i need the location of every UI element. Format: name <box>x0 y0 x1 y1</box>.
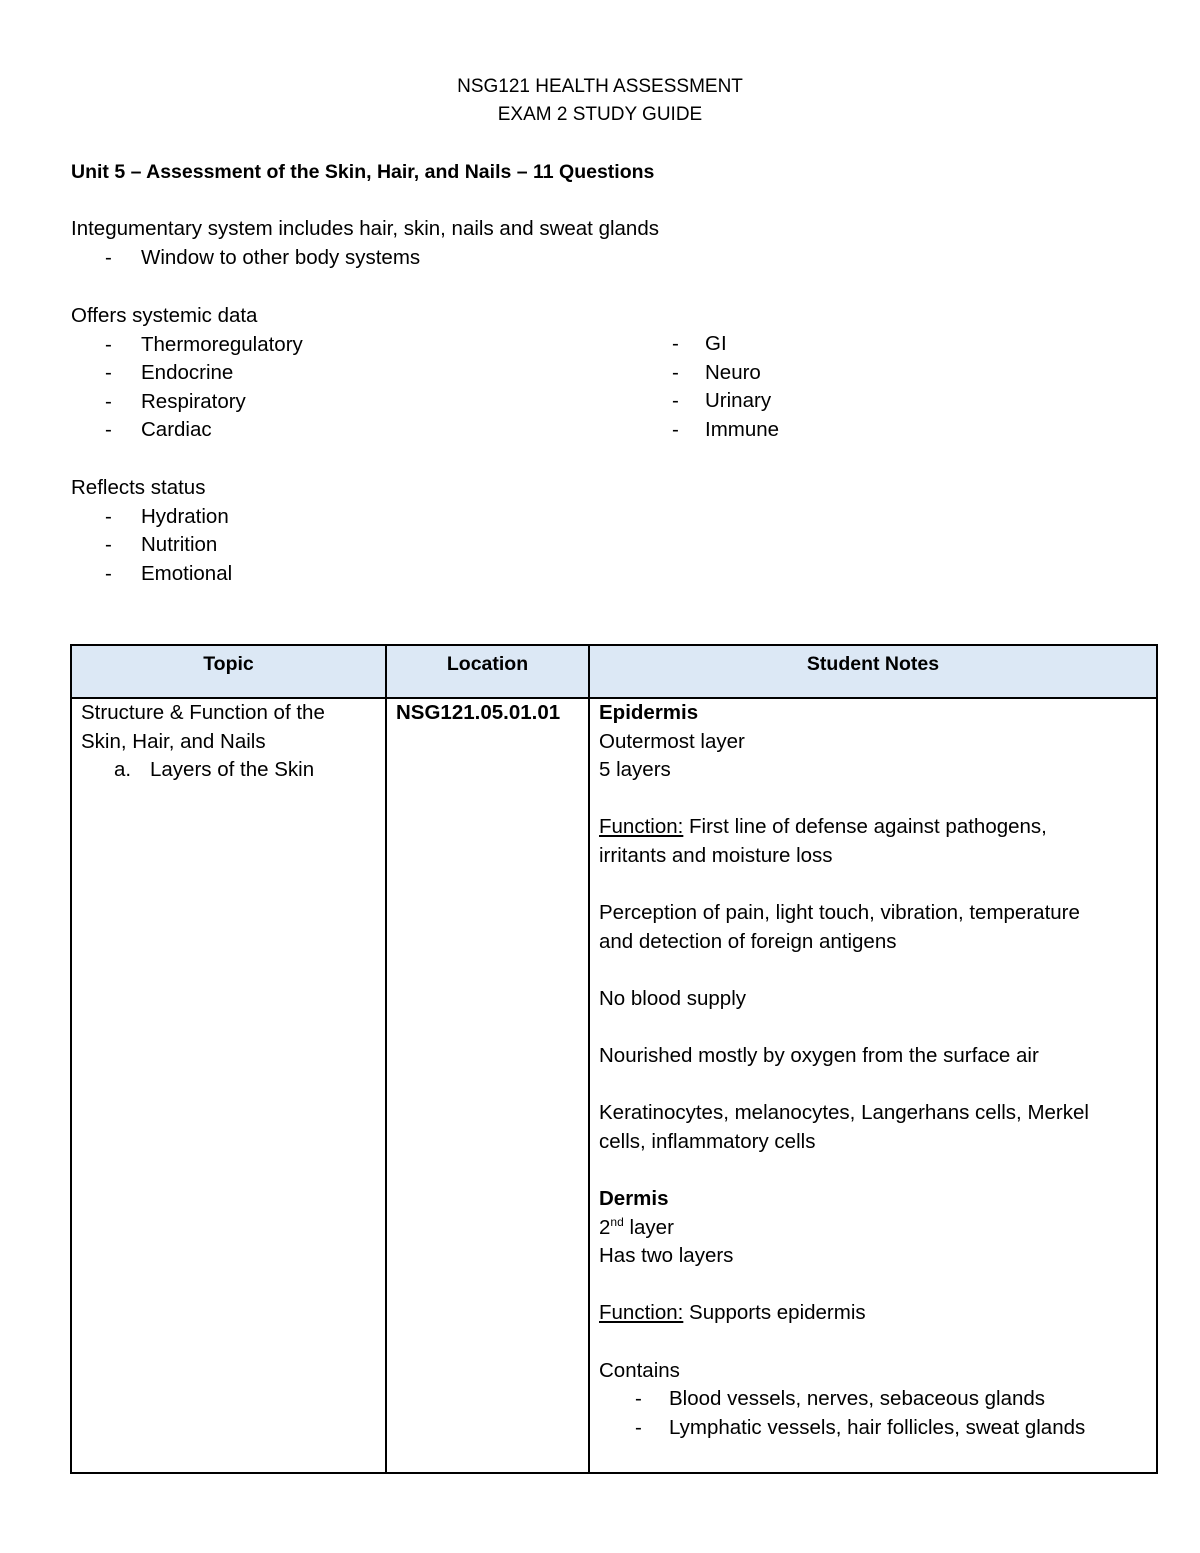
note-text: 2 <box>599 1215 611 1239</box>
bullet-dash: - <box>105 533 112 557</box>
note-line: Keratinocytes, melanocytes, Langerhans cells, Merkel <box>599 1101 1089 1125</box>
list-item <box>71 503 232 532</box>
function-label: Function: <box>599 815 684 839</box>
column-header-location: Location <box>386 645 589 698</box>
note-line: cells, inflammatory cells <box>599 1129 816 1153</box>
spacer <box>599 871 1147 900</box>
bullet-dash: - <box>635 1415 642 1439</box>
note-text: Supports epidermis <box>683 1301 866 1325</box>
list-item <box>71 359 303 388</box>
list-item-text: Thermoregulatory <box>141 332 303 356</box>
location-cell: NSG121.05.01.01 <box>386 698 589 1473</box>
systemic-text: Offers systemic data <box>71 304 258 327</box>
systemic-right-column <box>635 330 779 444</box>
dermis-title: Dermis <box>599 1187 669 1211</box>
reflects-section <box>71 474 232 588</box>
doc-title-course: NSG121 HEALTH ASSESSMENT <box>457 76 743 97</box>
note-line: 5 layers <box>599 758 671 782</box>
list-item-text: Endocrine <box>141 361 234 385</box>
list-item-text: Respiratory <box>141 389 246 413</box>
note-line <box>599 1299 1147 1328</box>
list-item <box>635 416 779 445</box>
list-item-text: GI <box>705 332 727 355</box>
list-item-text: Hydration <box>141 504 229 528</box>
list-item <box>599 1414 1147 1443</box>
spacer <box>599 1071 1147 1100</box>
column-header-topic: Topic <box>71 645 386 698</box>
bullet-dash: - <box>672 417 679 441</box>
bullet-dash: - <box>635 1387 642 1411</box>
list-item-text: Window to other body systems <box>141 245 421 269</box>
list-item-text: Neuro <box>705 360 761 384</box>
integumentary-section <box>71 215 659 272</box>
function-label: Function: <box>599 1301 684 1325</box>
note-line <box>599 813 1147 842</box>
list-item <box>71 531 232 560</box>
list-item-text: Lymphatic vessels, hair follicles, sweat glands <box>669 1415 1086 1439</box>
table-header-row <box>71 645 1157 698</box>
note-line: Has two layers <box>599 1244 734 1268</box>
note-line: Nourished mostly by oxygen from the surface air <box>599 1044 1039 1068</box>
column-header-notes: Student Notes <box>589 645 1157 698</box>
list-item-text: Immune <box>705 417 780 441</box>
topic-line: Structure & Function of the <box>81 701 325 724</box>
notes-cell <box>589 698 1157 1473</box>
note-line <box>599 1214 1147 1243</box>
list-item <box>635 330 779 359</box>
spacer <box>599 956 1147 985</box>
study-table <box>70 644 1158 1474</box>
table-row <box>71 698 1157 1473</box>
integumentary-text: Integumentary system includes hair, skin, nails and sweat glands <box>71 217 659 240</box>
note-line: Outermost layer <box>599 729 745 753</box>
note-text: First line of defense against pathogens, <box>683 815 1047 839</box>
bullet-dash: - <box>105 418 112 442</box>
bullet-dash: - <box>105 332 112 356</box>
list-item-text: Nutrition <box>141 533 218 557</box>
note-text: layer <box>623 1215 674 1239</box>
spacer <box>599 1157 1147 1186</box>
note-line: No blood supply <box>599 986 747 1010</box>
bullet-dash: - <box>105 361 112 385</box>
ordinal-suffix: nd <box>610 1214 624 1229</box>
reflects-text: Reflects status <box>71 476 206 499</box>
list-item <box>635 387 779 416</box>
topic-line: Skin, Hair, and Nails <box>81 729 266 753</box>
topic-subitem <box>81 756 376 785</box>
topic-cell <box>71 698 386 1473</box>
epidermis-title: Epidermis <box>599 701 699 724</box>
subitem-text: Layers of the Skin <box>150 758 315 782</box>
bullet-dash: - <box>105 561 112 585</box>
spacer <box>599 785 1147 814</box>
bullet-dash: - <box>672 389 679 413</box>
bullet-dash: - <box>105 389 112 413</box>
list-item <box>71 244 659 273</box>
list-item <box>71 331 303 360</box>
list-item-text: Cardiac <box>141 418 212 442</box>
spacer <box>599 1271 1147 1300</box>
note-line: Perception of pain, light touch, vibration, temperature <box>599 901 1080 925</box>
list-item <box>71 416 303 445</box>
note-line: and detection of foreign antigens <box>599 929 897 953</box>
list-item-text: Blood vessels, nerves, sebaceous glands <box>669 1387 1046 1411</box>
unit-heading: Unit 5 – Assessment of the Skin, Hair, and Nails – 11 Questions <box>71 161 655 183</box>
doc-title-guide: EXAM 2 STUDY GUIDE <box>497 104 703 125</box>
list-item <box>635 359 779 388</box>
note-line: Contains <box>599 1358 680 1382</box>
list-item-text: Emotional <box>141 561 233 585</box>
note-line: irritants and moisture loss <box>599 843 833 867</box>
spacer <box>599 1014 1147 1043</box>
subitem-marker: a. <box>114 758 132 782</box>
list-item-text: Urinary <box>705 389 772 413</box>
list-item <box>71 388 303 417</box>
systemic-section <box>71 302 303 445</box>
bullet-dash: - <box>672 332 679 355</box>
spacer <box>599 1328 1147 1357</box>
list-item <box>599 1385 1147 1414</box>
bullet-dash: - <box>672 360 679 384</box>
bullet-dash: - <box>105 245 112 269</box>
bullet-dash: - <box>105 504 112 528</box>
list-item <box>71 560 232 589</box>
